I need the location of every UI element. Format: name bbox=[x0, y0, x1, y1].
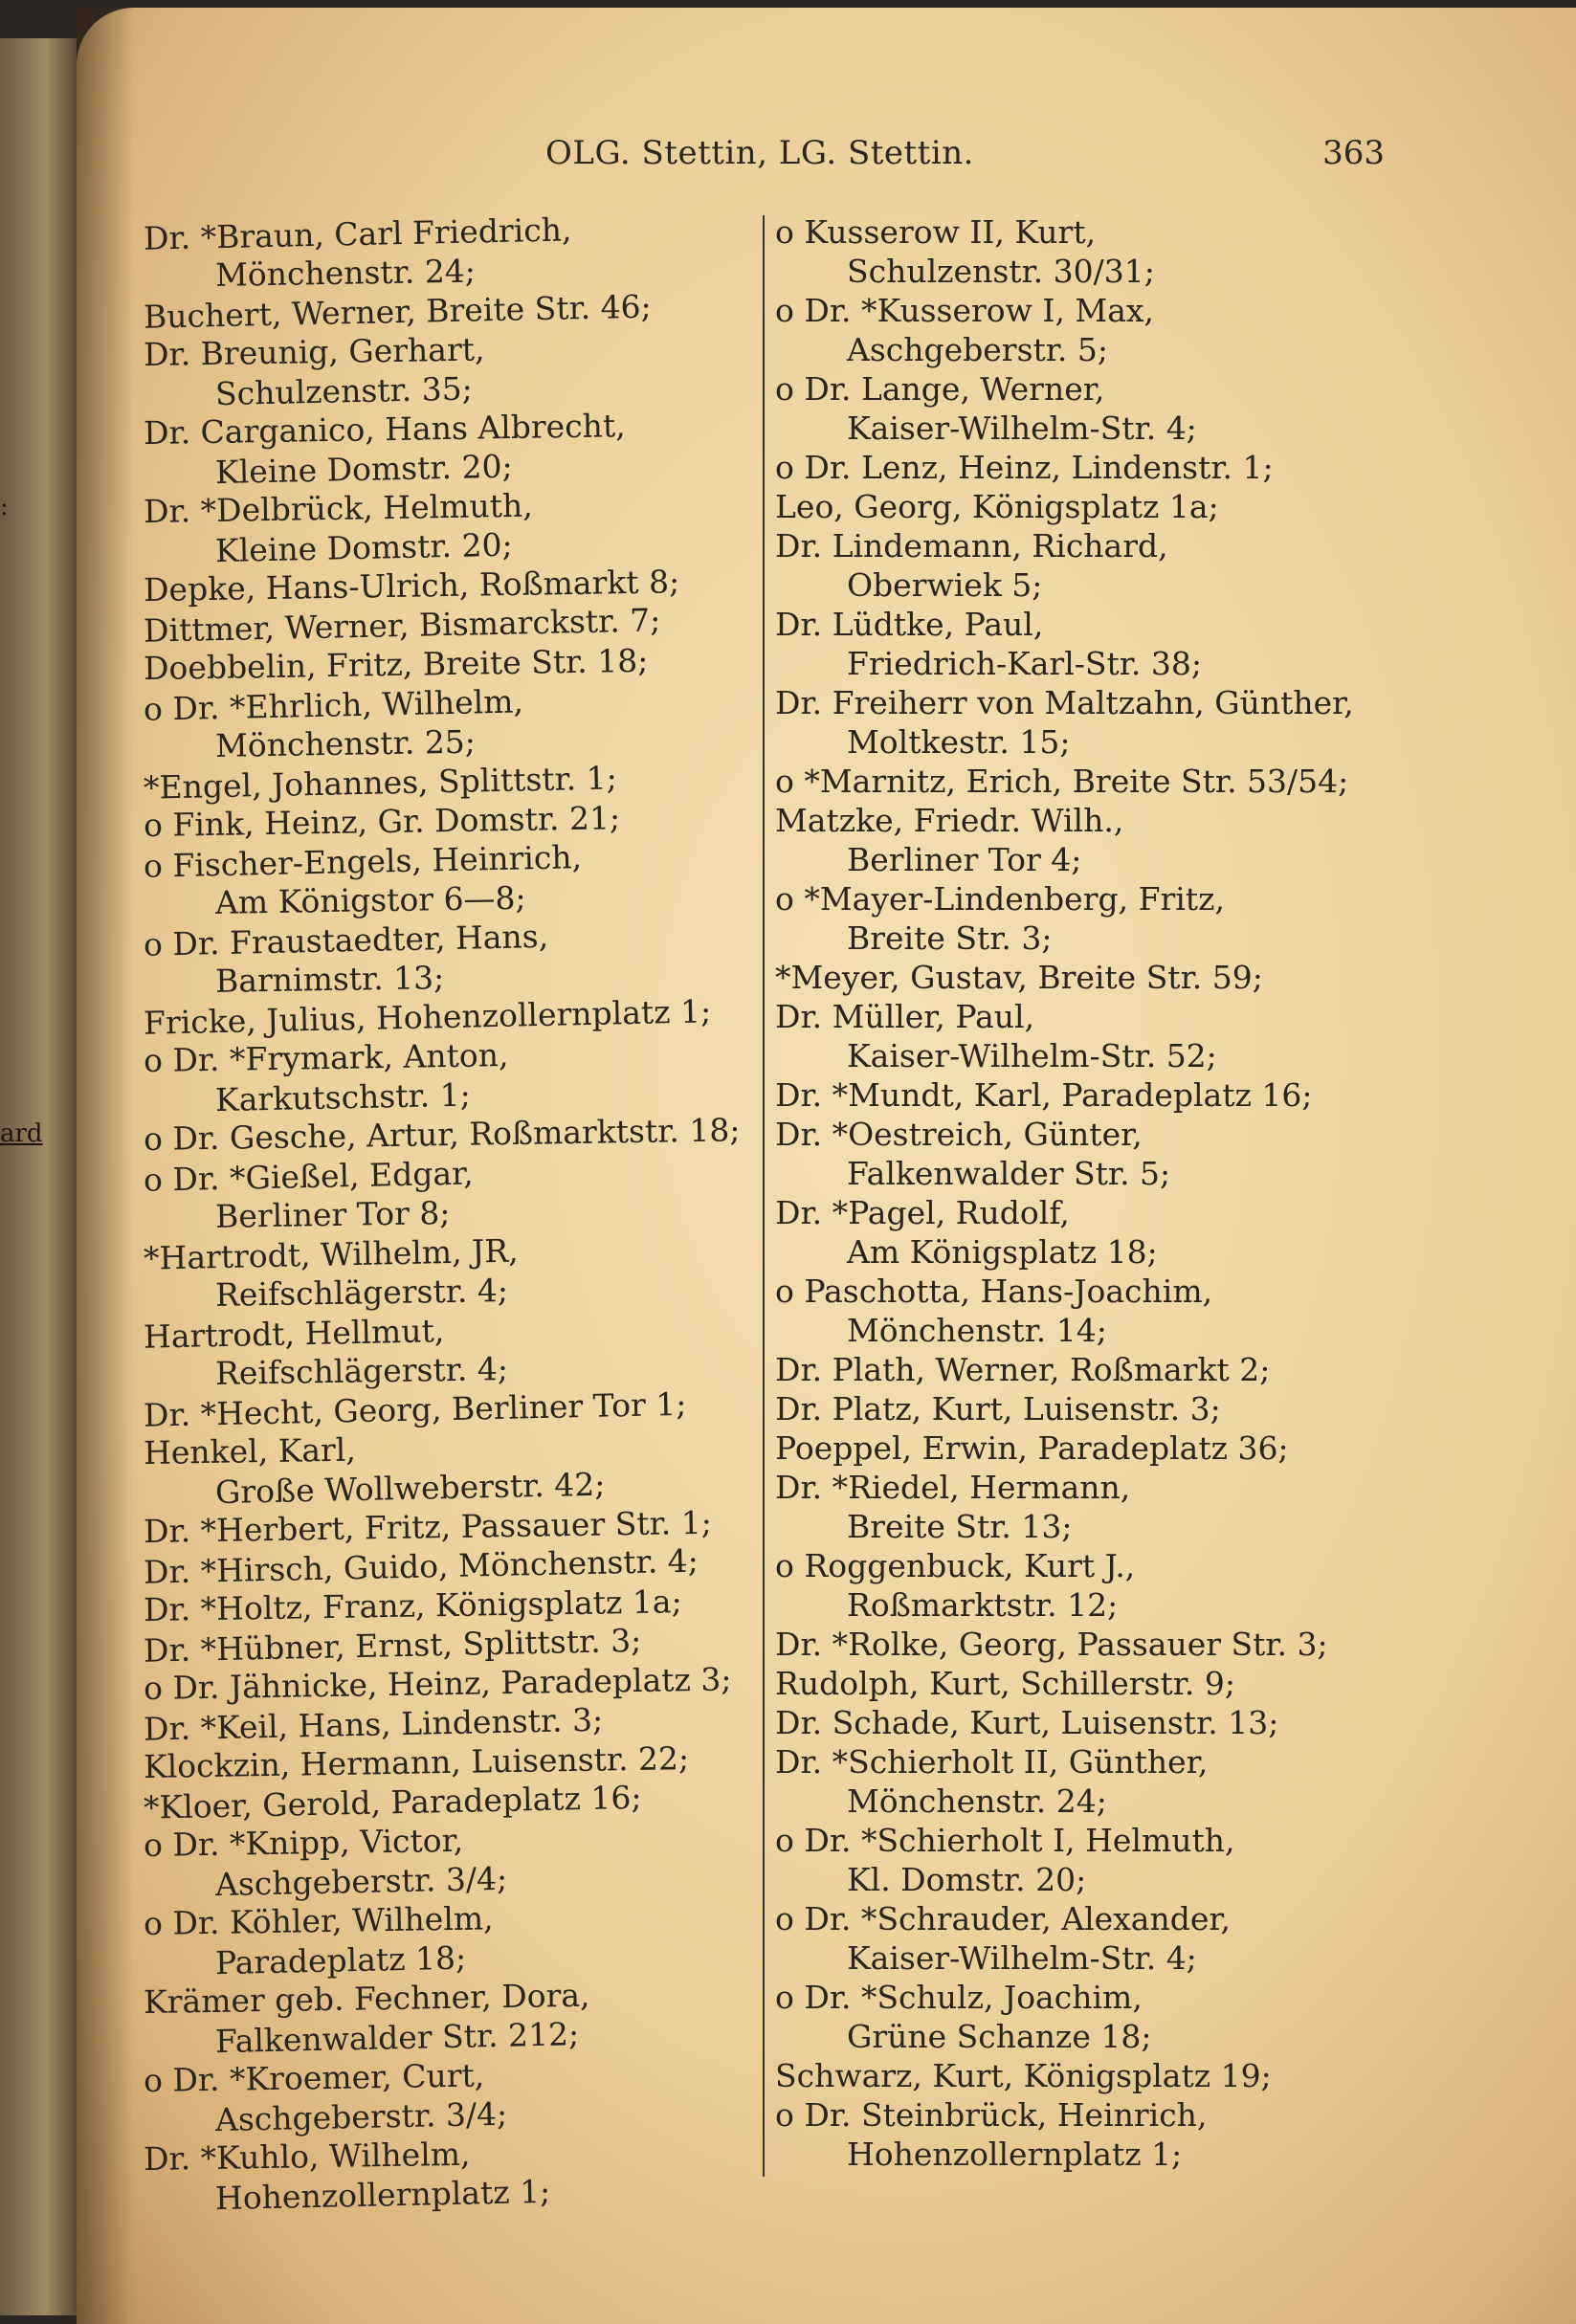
entry-line: Dr. *Oestreich, Günter, bbox=[775, 1116, 1143, 1153]
entry-line: Hartrodt, Hellmut, bbox=[143, 1312, 445, 1356]
entry-address-line: Große Wollweberstr. 42; bbox=[214, 1465, 606, 1512]
entry-line: Dr. *Rolke, Georg, Passauer Str. 3; bbox=[775, 1626, 1328, 1663]
entry-address-line: Moltkestr. 15; bbox=[847, 723, 1071, 761]
right-column bbox=[775, 212, 1397, 2174]
entry-line: o Dr. *Frymark, Anton, bbox=[143, 1036, 509, 1080]
entry-line: Rudolph, Kurt, Schillerstr. 9; bbox=[775, 1665, 1235, 1702]
entry-line: Krämer geb. Fechner, Dora, bbox=[143, 1976, 590, 2022]
entry-line: Dr. Freiherr von Maltzahn, Günther, bbox=[775, 684, 1354, 721]
entry-address-line: Mönchenstr. 24; bbox=[847, 1782, 1107, 1820]
entry-line: Dr. Breunig, Gerhart, bbox=[143, 330, 485, 374]
entry-line: Dr. Schade, Kurt, Luisenstr. 13; bbox=[775, 1704, 1279, 1741]
entry-line: Leo, Georg, Königsplatz 1a; bbox=[775, 488, 1219, 525]
entry-line: o Dr. Jähnicke, Heinz, Paradeplatz 3; bbox=[143, 1660, 732, 1708]
entry-address-line: Kleine Domstr. 20; bbox=[214, 525, 514, 570]
entry-line: Dr. *Schierholt II, Günther, bbox=[775, 1743, 1209, 1781]
entry-line: Dr. *Herbert, Fritz, Passauer Str. 1; bbox=[143, 1503, 713, 1551]
column-divider bbox=[763, 215, 765, 2177]
entry-address-line: Aschgeberstr. 3/4; bbox=[214, 2094, 508, 2139]
entry-line: Matzke, Friedr. Wilh., bbox=[775, 802, 1124, 839]
entry-line: *Kloer, Gerold, Paradeplatz 16; bbox=[143, 1778, 642, 1826]
entry-line: Dittmer, Werner, Bismarckstr. 7; bbox=[143, 601, 661, 650]
entry-address-line: Berliner Tor 8; bbox=[214, 1193, 451, 1235]
entry-address-line: Am Königstor 6—8; bbox=[214, 878, 526, 921]
entry-line: Dr. *Hecht, Georg, Berliner Tor 1; bbox=[143, 1384, 687, 1434]
entry-line: Dr. *Braun, Carl Friedrich, bbox=[143, 210, 572, 257]
entry-line: o Roggenbuck, Kurt J., bbox=[775, 1547, 1136, 1584]
facing-page-mark: : bbox=[0, 493, 9, 521]
entry-line: Dr. Plath, Werner, Roßmarkt 2; bbox=[775, 1351, 1271, 1388]
entry-address-line: Oberwiek 5; bbox=[847, 566, 1043, 604]
entry-line: o Dr. Lange, Werner, bbox=[775, 370, 1105, 408]
entry-address-line: Paradeplatz 18; bbox=[214, 1938, 467, 1982]
entry-line: o Fink, Heinz, Gr. Domstr. 21; bbox=[143, 799, 621, 845]
entry-address-line: Aschgeberstr. 5; bbox=[847, 331, 1109, 368]
entry-line: Henkel, Karl, bbox=[143, 1430, 357, 1472]
entry-line: Dr. *Hirsch, Guido, Mönchenstr. 4; bbox=[143, 1541, 699, 1591]
entry-address-line: Hohenzollernplatz 1; bbox=[214, 2172, 551, 2218]
facing-page-edge bbox=[0, 38, 77, 2315]
entry-line: Dr. *Pagel, Rudolf, bbox=[775, 1194, 1070, 1231]
entry-line: o Dr. *Schierholt I, Helmuth, bbox=[775, 1822, 1235, 1859]
entry-line: Depke, Hans-Ulrich, Roßmarkt 8; bbox=[143, 563, 680, 609]
entry-address-line: Falkenwalder Str. 5; bbox=[847, 1155, 1171, 1192]
entry-line: o Dr. Gesche, Artur, Roßmarktstr. 18; bbox=[143, 1111, 741, 1159]
entry-line: Dr. *Kuhlo, Wilhelm, bbox=[143, 2135, 471, 2179]
entry-line: Dr. Lüdtke, Paul, bbox=[775, 606, 1044, 643]
entry-line: o Fischer-Engels, Heinrich, bbox=[143, 838, 583, 885]
page-number: 363 bbox=[1322, 134, 1385, 172]
entry-address-line: Kl. Domstr. 20; bbox=[847, 1861, 1087, 1898]
entry-line: *Engel, Johannes, Splittstr. 1; bbox=[143, 759, 618, 807]
entry-line: o Dr. *Schrauder, Alexander, bbox=[775, 1900, 1232, 1937]
entry-address-line: Schulzenstr. 30/31; bbox=[847, 253, 1155, 290]
entry-line: o *Marnitz, Erich, Breite Str. 53/54; bbox=[775, 763, 1349, 800]
entry-line: o Dr. *Knipp, Victor, bbox=[143, 1821, 464, 1865]
entry-line: Dr. Carganico, Hans Albrecht, bbox=[143, 407, 626, 453]
entry-line: Dr. Lindemann, Richard, bbox=[775, 527, 1168, 564]
entry-line: o Dr. *Kusserow I, Max, bbox=[775, 292, 1154, 329]
entry-line: Dr. *Holtz, Franz, Königsplatz 1a; bbox=[143, 1583, 682, 1629]
entry-address-line: Friedrich-Karl-Str. 38; bbox=[847, 645, 1203, 682]
entry-line: o Dr. *Ehrlich, Wilhelm, bbox=[143, 682, 524, 728]
entry-line: o Paschotta, Hans-Joachim, bbox=[775, 1273, 1213, 1310]
entry-line: Dr. *Riedel, Hermann, bbox=[775, 1469, 1131, 1506]
entry-line: Schwarz, Kurt, Königsplatz 19; bbox=[775, 2057, 1272, 2094]
gutter-shadow bbox=[77, 8, 134, 2324]
entry-address-line: Mönchenstr. 25; bbox=[214, 722, 477, 764]
entry-line: Dr. *Mundt, Karl, Paradeplatz 16; bbox=[775, 1076, 1313, 1114]
entry-address-line: Breite Str. 3; bbox=[847, 919, 1053, 957]
entry-line: o Dr. Steinbrück, Heinrich, bbox=[775, 2096, 1208, 2134]
left-column bbox=[143, 210, 756, 2218]
entry-line: o Dr. *Gießel, Edgar, bbox=[143, 1154, 475, 1199]
entry-line: o Dr. *Kroemer, Curt, bbox=[143, 2056, 485, 2100]
entry-address-line: Kaiser-Wilhelm-Str. 4; bbox=[847, 409, 1197, 447]
entry-line: o Kusserow II, Kurt, bbox=[775, 213, 1097, 251]
entry-address-line: Roßmarktstr. 12; bbox=[847, 1586, 1119, 1624]
entry-line: *Hartrodt, Wilhelm, JR, bbox=[143, 1231, 520, 1277]
entry-line: o *Mayer-Lindenberg, Fritz, bbox=[775, 880, 1225, 918]
entry-address-line: Kleine Domstr. 20; bbox=[214, 447, 514, 492]
entry-line: Klockzin, Hermann, Luisenstr. 22; bbox=[143, 1739, 690, 1786]
entry-line: Dr. *Hübner, Ernst, Splittstr. 3; bbox=[143, 1621, 642, 1670]
entry-line: Fricke, Julius, Hohenzollernplatz 1; bbox=[143, 992, 712, 1042]
entry-line: Poeppel, Erwin, Paradeplatz 36; bbox=[775, 1429, 1289, 1467]
facing-page-mark: ard bbox=[0, 1119, 43, 1148]
entry-address-line: Berliner Tor 4; bbox=[847, 841, 1082, 878]
entry-address-line: Hohenzollernplatz 1; bbox=[847, 2136, 1183, 2173]
entry-line: Dr. Müller, Paul, bbox=[775, 998, 1035, 1035]
entry-address-line: Am Königsplatz 18; bbox=[847, 1233, 1158, 1271]
entry-address-line: Schulzenstr. 35; bbox=[214, 369, 474, 413]
entry-line: Buchert, Werner, Breite Str. 46; bbox=[143, 287, 653, 336]
entry-address-line: Breite Str. 13; bbox=[847, 1508, 1073, 1545]
entry-line: Dr. *Keil, Hans, Lindenstr. 3; bbox=[143, 1700, 604, 1748]
running-header: OLG. Stettin, LG. Stettin. bbox=[545, 134, 974, 172]
entry-address-line: Falkenwalder Str. 212; bbox=[214, 2015, 580, 2061]
entry-line: o Dr. Fraustaedter, Hans, bbox=[143, 917, 549, 963]
entry-line: Dr. *Delbrück, Helmuth, bbox=[143, 486, 533, 531]
entry-address-line: Mönchenstr. 24; bbox=[214, 252, 477, 294]
entry-address-line: Karkutschstr. 1; bbox=[214, 1075, 472, 1119]
entry-line: Doebbelin, Fritz, Breite Str. 18; bbox=[143, 641, 649, 688]
entry-address-line: Reifschlägerstr. 4; bbox=[214, 1350, 509, 1392]
entry-address-line: Barnimstr. 13; bbox=[214, 959, 445, 1000]
entry-line: o Dr. Köhler, Wilhelm, bbox=[143, 1899, 494, 1943]
entry-address-line: Reifschlägerstr. 4; bbox=[214, 1272, 509, 1314]
entry-address-line: Aschgeberstr. 3/4; bbox=[214, 1859, 508, 1904]
entry-address-line: Mönchenstr. 14; bbox=[847, 1312, 1107, 1349]
entry-line: *Meyer, Gustav, Breite Str. 59; bbox=[775, 959, 1263, 996]
entry-address-line: Kaiser-Wilhelm-Str. 52; bbox=[847, 1037, 1217, 1074]
entry-address-line: Grüne Schanze 18; bbox=[847, 2018, 1152, 2055]
entry-address-line: Kaiser-Wilhelm-Str. 4; bbox=[847, 1939, 1197, 1977]
entry-line: o Dr. *Schulz, Joachim, bbox=[775, 1979, 1143, 2016]
entry-line: o Dr. Lenz, Heinz, Lindenstr. 1; bbox=[775, 449, 1274, 486]
entry-line: Dr. Platz, Kurt, Luisenstr. 3; bbox=[775, 1390, 1221, 1428]
